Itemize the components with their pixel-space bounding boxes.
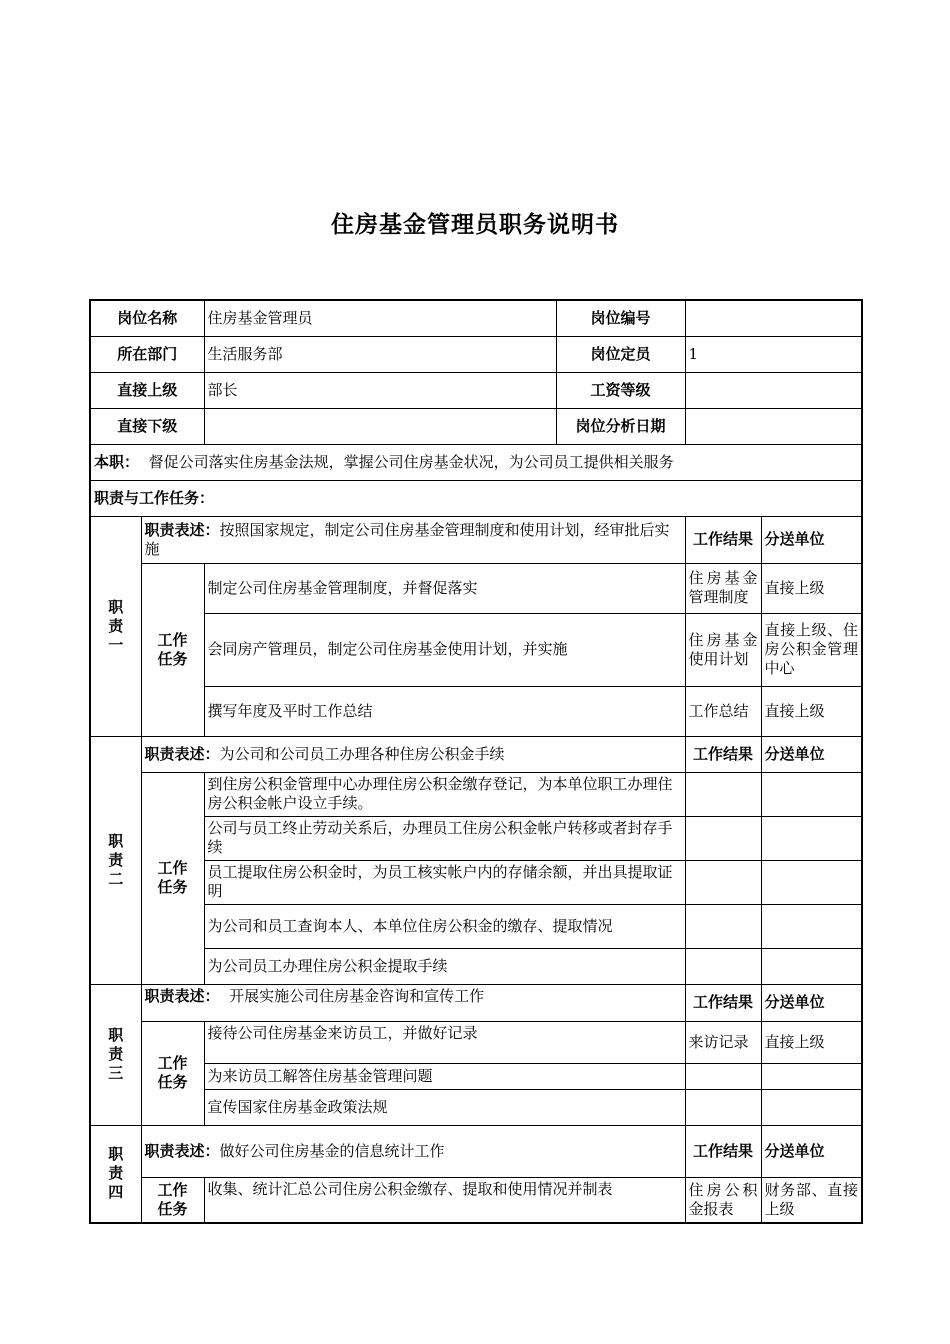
- duty-1-task-row: [90, 563, 862, 613]
- task-result: 来访记录: [685, 1021, 761, 1063]
- task-text: 接待公司住房基金来访员工，并做好记录: [204, 1021, 685, 1063]
- duty-3-label: 职 责 三: [90, 984, 141, 1125]
- subordinate-label: 直接下级: [90, 408, 204, 444]
- duty-2-task-label: 工作 任务: [141, 772, 204, 984]
- task-result: 住房基金管理制度: [685, 563, 761, 613]
- task-text: 会同房产管理员，制定公司住房基金使用计划，并实施: [204, 613, 685, 686]
- position-no-value: [685, 300, 862, 336]
- dept-label: 所在部门: [90, 336, 204, 372]
- task-result: [685, 948, 761, 984]
- info-row-3: [90, 372, 862, 408]
- duty-summary-row: [90, 444, 862, 480]
- position-no-label: 岗位编号: [556, 300, 685, 336]
- duty-1-desc-row: [90, 516, 862, 563]
- duties-header-row: [90, 480, 862, 516]
- headcount-value: 1: [685, 336, 862, 372]
- duty-4-desc: 职责表述：做好公司住房基金的信息统计工作: [141, 1125, 685, 1177]
- task-result: 工作总结: [685, 686, 761, 736]
- info-row-1: [90, 300, 862, 336]
- task-text: 制定公司住房基金管理制度，并督促落实: [204, 563, 685, 613]
- info-row-4: [90, 408, 862, 444]
- duty-4-dest-header: 分送单位: [761, 1125, 862, 1177]
- duty-2-task-row: [90, 948, 862, 984]
- duty-1-task-row: [90, 686, 862, 736]
- task-text: 为公司员工办理住房公积金提取手续: [204, 948, 685, 984]
- task-result: [685, 860, 761, 904]
- task-text: 员工提取住房公积金时，为员工核实帐户内的存储余额，并出具提取证明: [204, 860, 685, 904]
- task-text: 为公司和员工查询本人、本单位住房公积金的缴存、提取情况: [204, 904, 685, 948]
- task-dest: [761, 1063, 862, 1089]
- position-name-label: 岗位名称: [90, 300, 204, 336]
- dept-value: 生活服务部: [204, 336, 556, 372]
- duty-4-label: 职 责 四: [90, 1125, 141, 1223]
- task-dest: 直接上级、住房公积金管理中心: [761, 613, 862, 686]
- duty-3-task-row: [90, 1063, 862, 1089]
- task-dest: 直接上级: [761, 686, 862, 736]
- duty-2-label: 职 责 二: [90, 736, 141, 984]
- duty-2-desc: 职责表述：为公司和公司员工办理各种住房公积金手续: [141, 736, 685, 772]
- duty-summary: [90, 444, 862, 480]
- position-name-value: 住房基金管理员: [204, 300, 556, 336]
- task-text: 到住房公积金管理中心办理住房公积金缴存登记，为本单位职工办理住房公积金帐户设立手续。: [204, 772, 685, 816]
- task-dest: [761, 904, 862, 948]
- task-result: [685, 816, 761, 860]
- task-result: [685, 1063, 761, 1089]
- duty-3-desc-row: [90, 984, 862, 1021]
- task-result: [685, 904, 761, 948]
- salary-label: 工资等级: [556, 372, 685, 408]
- task-dest: [761, 816, 862, 860]
- duty-2-task-row: [90, 816, 862, 860]
- duty-2-desc-row: [90, 736, 862, 772]
- job-description-table: [89, 299, 863, 1224]
- task-result: [685, 772, 761, 816]
- duty-3-desc: 职责表述： 开展实施公司住房基金咨询和宣传工作: [141, 984, 685, 1021]
- duty-3-result-header: 工作结果: [685, 984, 761, 1021]
- task-result: [685, 1089, 761, 1125]
- duty-3-task-row: [90, 1089, 862, 1125]
- subordinate-value: [204, 408, 556, 444]
- task-dest: 直接上级: [761, 563, 862, 613]
- duty-4-task-label: 工作 任务: [141, 1177, 204, 1223]
- task-result: 住房基金使用计划: [685, 613, 761, 686]
- duty-1-label: 职 责 一: [90, 516, 141, 736]
- duties-header: 职责与工作任务：: [90, 480, 862, 516]
- salary-value: [685, 372, 862, 408]
- duty-1-task-label: 工作 任务: [141, 563, 204, 736]
- duty-2-result-header: 工作结果: [685, 736, 761, 772]
- duty-4-result-header: 工作结果: [685, 1125, 761, 1177]
- superior-value: 部长: [204, 372, 556, 408]
- task-text: 公司与员工终止劳动关系后，办理员工住房公积金帐户转移或者封存手续: [204, 816, 685, 860]
- task-dest: [761, 772, 862, 816]
- task-dest: 直接上级: [761, 1021, 862, 1063]
- duty-1-result-header: 工作结果: [685, 516, 761, 563]
- task-dest: [761, 860, 862, 904]
- duty-1-dest-header: 分送单位: [761, 516, 862, 563]
- duty-2-task-row: [90, 772, 862, 816]
- task-text: 收集、统计汇总公司住房公积金缴存、提取和使用情况并制表: [204, 1177, 685, 1223]
- duty-summary-text: 督促公司落实住房基金法规，掌握公司住房基金状况，为公司员工提供相关服务: [148, 452, 674, 471]
- analysis-date-label: 岗位分析日期: [556, 408, 685, 444]
- duty-3-task-row: [90, 1021, 862, 1063]
- duty-3-task-label: 工作 任务: [141, 1021, 204, 1125]
- task-text: 撰写年度及平时工作总结: [204, 686, 685, 736]
- task-text: 宣传国家住房基金政策法规: [204, 1089, 685, 1125]
- headcount-label: 岗位定员: [556, 336, 685, 372]
- duty-1-desc: 职责表述：按照国家规定，制定公司住房基金管理制度和使用计划，经审批后实施: [141, 516, 685, 563]
- analysis-date-value: [685, 408, 862, 444]
- info-row-2: [90, 336, 862, 372]
- task-dest: [761, 948, 862, 984]
- task-text: 为来访员工解答住房基金管理问题: [204, 1063, 685, 1089]
- task-result: 住房公积金报表: [685, 1177, 761, 1223]
- duty-3-dest-header: 分送单位: [761, 984, 862, 1021]
- duty-4-desc-row: [90, 1125, 862, 1177]
- duty-2-task-row: [90, 904, 862, 948]
- page-title: 住房基金管理员职务说明书: [331, 212, 619, 238]
- duty-4-task-row: [90, 1177, 862, 1223]
- duty-2-dest-header: 分送单位: [761, 736, 862, 772]
- duty-1-task-row: [90, 613, 862, 686]
- superior-label: 直接上级: [90, 372, 204, 408]
- task-dest: [761, 1089, 862, 1125]
- task-dest: 财务部、直接上级: [761, 1177, 862, 1223]
- duty-2-task-row: [90, 860, 862, 904]
- duty-summary-label: 本职：: [94, 452, 140, 471]
